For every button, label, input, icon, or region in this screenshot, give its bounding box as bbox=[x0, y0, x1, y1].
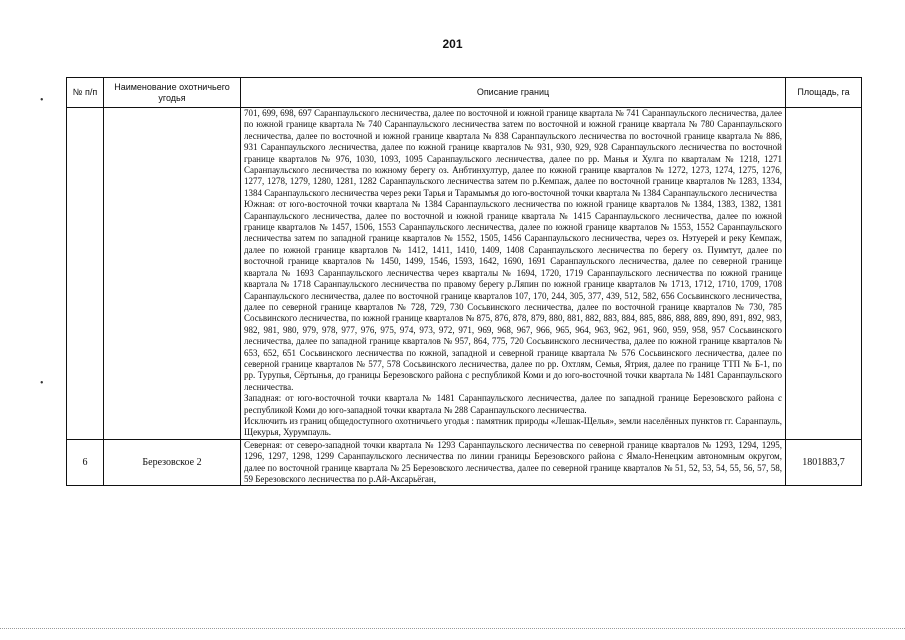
table-header-row bbox=[67, 78, 862, 108]
row-area: 1801883,7 bbox=[786, 439, 862, 486]
scan-edge-line bbox=[0, 628, 905, 631]
row-area bbox=[786, 108, 862, 440]
description-paragraph: Южная: от юго-восточной точки квартала № 1384 Саранпаульского лесничества по южной границе кварталов № 1384, 1383, 1382, 1381 Саранпаульского лесничества, далее по восточной и южной границе квартала № 1415 Саранпаульского лесничества, далее по южной границе кварталов № 1457, 1506, 1553 Саранпаульского лесничества, далее по южной границе кварталов № 1553, 1552 Саранпаульского лесничества затем по западной границе кварталов № 1552, 1505, 1456 Саранпаульского лесничества, через оз. Нэтуерей и реку Кемпаж, далее по южной границе кварталов № 1412, 1411, 1410, 1409, 1408 Саранпаульского лесничества по берегу оз. Пуимтут, далее по восточной границе кварталов № 1450, 1499, 1546, 1593, 1642, 1690, 1691 Саранпаульского лесничества, далее по северной границе квартала № 1693 Саранпаульского лесничества через кварталы № 1694, 1720, 1719 Саранпаульского лесничества по южной границе квартала № 1718 Саранпаульского лесничества по правому берегу р.Ляпин по южной границе кварталов № 1713, 1712, 1710, 1709, 1708 Саранпаульского лесничества, далее по восточной границе кварталов 107, 170, 244, 305, 377, 439, 512, 582, 656 Сосьвинского лесничества, далее по северной границе кварталов № 728, 729, 730 Сосьвинского лесничества, далее по восточной границе кварталов № 730, 785 Сосьвинского лесничества, по южной границе кварталов № 875, 876, 878, 879, 880, 881, 882, 883, 884, 885, 886, 888, 889, 890, 891, 892, 983, 982, 981, 980, 979, 978, 977, 976, 975, 974, 973, 972, 971, 969, 968, 967, 966, 965, 964, 963, 962, 961, 960, 959, 958, 957 Сосьвинского лесничества, далее по западной границе кварталов № 957, 864, 775, 720 Сосьвинского лесничества, далее по южной границе кварталов № 653, 652, 651 Сосьвинского лесничества по южной, западной и северной границе квартала № 576 Сосьвинского лесничества, далее по северной границе кварталов № 577, 578 Сосьвинского лесничества, далее по рр. Охтлям, Семья, Ятрия, далее по границе ТТП № Б-1, по рр. Турупья, Сёртынья, до границы Березовского района с республикой Коми и до юго-восточной точки квартала № 1481 Саранпаульского лесничества. bbox=[244, 199, 782, 392]
margin-dot: • bbox=[40, 95, 44, 106]
header-description: Описание границ bbox=[241, 78, 786, 108]
row-name: Березовское 2 bbox=[104, 439, 241, 486]
row-description bbox=[241, 108, 786, 440]
row-description bbox=[241, 439, 786, 486]
header-num: № п/п bbox=[67, 78, 104, 108]
header-area: Площадь, га bbox=[786, 78, 862, 108]
margin-dot: • bbox=[40, 378, 44, 389]
table-row bbox=[67, 439, 862, 486]
page-number: 201 bbox=[442, 37, 463, 51]
table-row bbox=[67, 108, 862, 440]
description-paragraph: Северная: от северо-западной точки квартала № 1293 Саранпаульского лесничества по северной границе кварталов № 1293, 1294, 1295, 1296, 1297, 1298, 1299 Саранпаульского лесничества по линии границы Березовского района с Ямало-Ненецким автономным округом, далее по восточной границе квартала № 25 Березовского лесничества, далее по северной границе кварталов № 51, 52, 53, 54, 55, 56, 57, 58, 59 Березовского лесничества по р.Ай-Аксарьёган, bbox=[244, 439, 782, 484]
row-num bbox=[67, 108, 104, 440]
boundaries-table bbox=[66, 77, 862, 486]
row-num: 6 bbox=[67, 439, 104, 486]
description-paragraph: Западная: от юго-восточной точки квартала № 1481 Саранпаульского лесничества, далее по западной границе Березовского района с республикой Коми до юго-западной точки квартала № 288 Саранпаульского лесничества. bbox=[244, 393, 782, 415]
description-paragraph: Исключить из границ общедоступного охотничьего угодья : памятник природы «Лешак-Щелья», земли населённых пунктов гг. Саранпауль, Щекурья, Хурумпауль. bbox=[244, 415, 782, 438]
row-name bbox=[104, 108, 241, 440]
description-paragraph: 701, 699, 698, 697 Саранпаульского лесничества, далее по восточной и южной границе квартала № 741 Саранпаульского лесничества, далее по южной границе квартала № 740 Саранпаульского лесничества затем по восточной и южной границе квартала № 780 Саранпаульского лесничества, далее по восточной и южной границе квартала № 838 Саранпаульского лесничества по восточной границе квартала № 886, 931 Саранпаульского лесничества, далее по южной границе кварталов № 931, 930, 929, 928 Саранпаульского лесничества по восточной границе кварталов № 976, 1030, 1093, 1095 Саранпаульского лесничества, далее по рр. Манья и Хулга по кварталам № 1218, 1271 Саранпаульского лесничества по южному берегу оз. Анбтинхултур, далее по южной границе кварталов № 1272, 1273, 1274, 1275, 1276, 1277, 1278, 1279, 1280, 1281, 1282 Саранпаульского лесничества затем по р.Кемпаж, далее по восточной границе кварталов № 1283, 1334, 1384 Саранпаульского лесничества через реки Тарья и Тарамымъя до юго-восточной точки квартала № 1384 Саранпаульского лесничества bbox=[244, 108, 782, 198]
header-name: Наименование охотничьего угодья bbox=[104, 78, 241, 108]
